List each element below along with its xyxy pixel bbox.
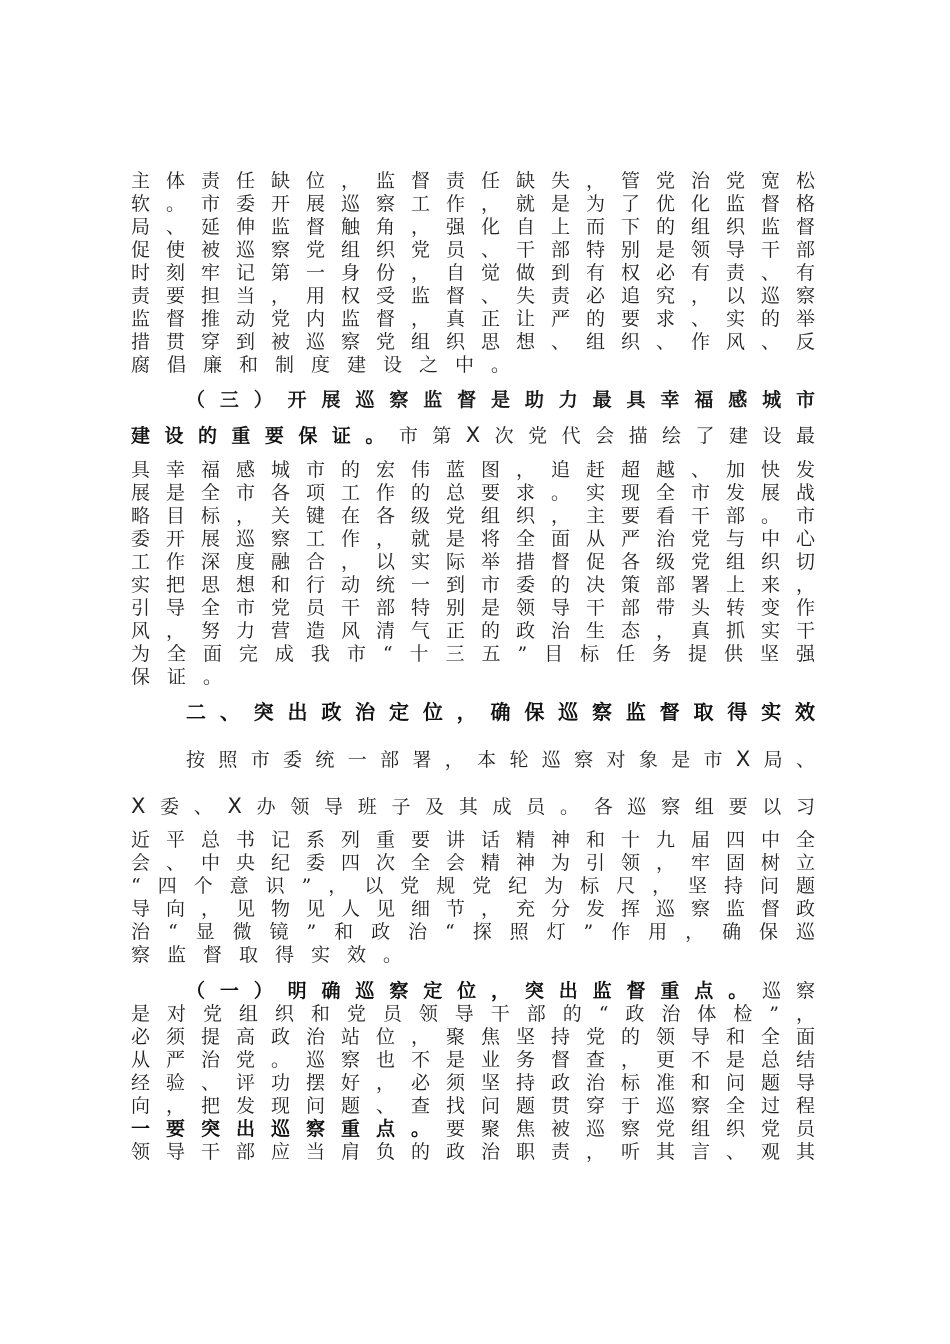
text-line: 腐倡廉和制度建设之中。 <box>131 354 528 376</box>
text-run: 办领导班子及其成员。各巡察组要以习 <box>241 796 815 818</box>
text-line: 促使被巡察党组织党员、干部特别是领导干部 <box>131 239 815 261</box>
text-line: 治“显微镜”和政治“探照灯”作用，确保巡 <box>131 921 815 943</box>
text-run: 巡察 <box>762 980 815 1002</box>
text-line: 委开展巡察工作，就是将全面从严治党与中心 <box>131 528 815 550</box>
text-line: 软。市委开展巡察工作，就是为了优化监督格 <box>131 193 815 215</box>
heading-continuation-line <box>131 424 815 447</box>
text-run: 局、 <box>750 749 815 771</box>
text-run: 委、 <box>145 796 228 818</box>
redacted-x: X <box>465 424 481 447</box>
text-line <box>131 1118 815 1141</box>
text-line: 会、中央纪委四次全会精神为引领，牢固树立 <box>131 852 815 874</box>
subsection-heading: （三）开展巡察监督是助力最具幸福感城市 <box>186 389 815 411</box>
subsection-heading-tail: 建设的重要保证。 <box>131 425 399 447</box>
text-line <box>131 795 815 818</box>
text-line: 向，把发现问题、查找问题贯穿于巡察全过程 <box>131 1095 815 1117</box>
text-line: 主体责任缺位，监督责任缺失，管党治党宽松 <box>131 170 815 192</box>
text-line: 领导干部应当肩负的政治职责，听其言、观其 <box>131 1141 815 1163</box>
text-line: 必须提高政治站位，聚焦坚持党的领导和全面 <box>131 1026 815 1048</box>
text-line: 监督推动党内监督，真正让严的要求、实的举 <box>131 308 815 330</box>
text-line: 为全面完成我市“十三五”目标任务提供坚强 <box>131 643 815 665</box>
text-line: 展是全市各项工作的总要求。实现全市发展战 <box>131 482 815 504</box>
text-line: 从严治党。巡察也不是业务督查，更不是总结 <box>131 1049 815 1071</box>
redacted-x: X <box>227 795 242 818</box>
text-line <box>186 748 815 771</box>
text-line: 察监督取得实效。 <box>131 944 420 966</box>
text-line: 风，努力营造风清气正的政治生态，真抓实干 <box>131 620 815 642</box>
text-line: 近平总书记系列重要讲话精神和十九届四中全 <box>131 829 815 851</box>
section-title: 二、突出政治定位，确保巡察监督取得实效 <box>186 701 815 724</box>
text-line: 略目标，关键在各级党组织，主要看干部。市 <box>131 505 815 527</box>
subsection-heading: （一）明确巡察定位，突出监督重点。 <box>186 980 763 1002</box>
text-line: 措贯穿到被巡察党组织思想、组织、作风、反 <box>131 331 815 353</box>
text-line <box>186 980 815 1003</box>
text-run: 按照市委统一部署，本轮巡察对象是市 <box>186 749 736 771</box>
text-line: 引导全市党员干部特别是领导干部带头转变作 <box>131 597 815 619</box>
redacted-x: X <box>735 748 751 771</box>
text-line: 是对党组织和党员领导干部的“政治体检”， <box>131 1003 815 1025</box>
text-line: 保证。 <box>131 666 240 688</box>
text-run: 要聚焦被巡察党组织党员 <box>446 1118 815 1140</box>
text-line: 导向，见物见人见细节，充分发挥巡察监督政 <box>131 898 815 920</box>
text-line: 实把思想和行动统一到市委的决策部署上来， <box>131 574 815 596</box>
text-line: 经验、评功摆好，必须坚持政治标准和问题导 <box>131 1072 815 1094</box>
point-heading: 一要突出巡察重点。 <box>131 1118 446 1140</box>
text-line: 工作深度融合，以实际举措督促各级党组织切 <box>131 551 815 573</box>
text-line: 时刻牢记第一身份，自觉做到有权必有责、有 <box>131 262 815 284</box>
text-line: “四个意识”，以党规党纪为标尺，坚持问题 <box>131 875 815 897</box>
text-run: 次党代会描绘了建设最 <box>480 425 815 447</box>
text-line: 局、延伸监督触角，强化自上而下的组织监督 <box>131 216 815 238</box>
text-line: 具幸福感城市的宏伟蓝图，追赶超越、加快发 <box>131 459 815 481</box>
text-line: 责要担当，用权受监督、失责必追究，以巡察 <box>131 285 815 307</box>
redacted-x: X <box>131 795 146 818</box>
text-run: 市第 <box>398 425 466 447</box>
